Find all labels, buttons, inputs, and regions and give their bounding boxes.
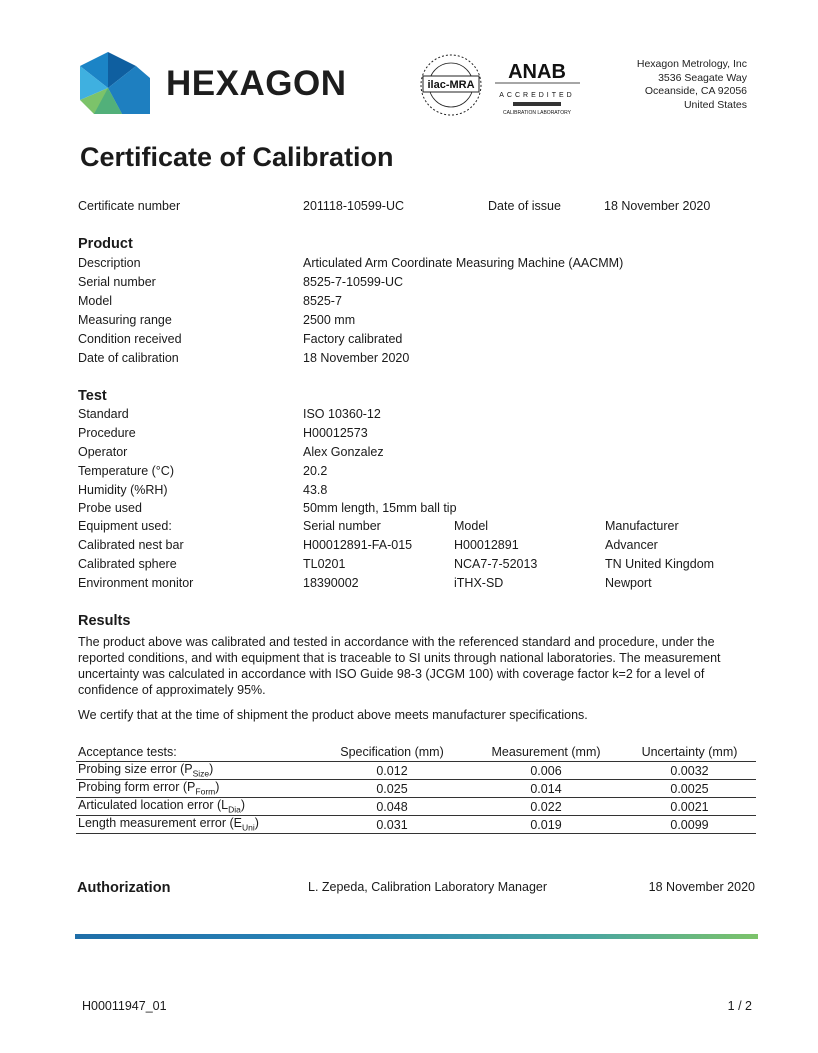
equipment-label: Calibrated sphere	[78, 557, 177, 571]
uncertainty-cell: 0.0032	[623, 762, 756, 780]
product-value: 18 November 2020	[303, 351, 410, 365]
measurement-cell: 0.022	[469, 798, 623, 816]
column-header: Measurement (mm)	[469, 744, 623, 762]
test-label: Probe used	[78, 501, 142, 515]
product-value: Factory calibrated	[303, 332, 403, 346]
test-label: Operator	[78, 445, 128, 459]
measurement-cell: 0.014	[469, 780, 623, 798]
test-label: Standard	[78, 407, 129, 421]
page-title: Certificate of Calibration	[80, 142, 394, 172]
results-paragraph: The product above was calibrated and tested in accordance with the referenced standard and procedure, under the reported conditions, and with equipment that is traceable to SI units through national laboratories. The measurement uncertainty was calculated in accordance with ISO Guide 98-3 (JCGM 100) with coverage factor k=2 for a level of confidence of approximately 95%.	[78, 635, 721, 697]
certificate-number: 201118-10599-UC	[303, 199, 404, 213]
address-line: United States	[683, 98, 747, 111]
equipment-manufacturer: Newport	[605, 576, 652, 590]
equipment-serial: H00012891-FA-015	[303, 538, 413, 552]
specification-cell: 0.012	[315, 762, 469, 780]
product-value: 8525-7	[303, 294, 342, 308]
accreditation-seal-logo	[415, 52, 585, 118]
test-name: Articulated location error $(L_{Dia})$	[76, 798, 315, 816]
column-header: Acceptance tests:	[76, 744, 315, 762]
hexagon-wordmark: HEXAGON	[166, 64, 347, 103]
equipment-model: H00012891	[454, 538, 519, 552]
column-header: Specification (mm)	[315, 744, 469, 762]
product-heading: Product	[78, 236, 133, 252]
equipment-serial: TL0201	[303, 557, 346, 571]
product-label: Serial number	[78, 275, 156, 289]
equipment-serial: 18390002	[303, 576, 359, 590]
uncertainty-cell: 0.0021	[623, 798, 756, 816]
test-value: H00012573	[303, 426, 368, 440]
address-line: 3536 Seagate Way	[658, 71, 747, 84]
product-value: 2500 mm	[303, 313, 356, 327]
hexagon-logo-icon	[78, 48, 152, 118]
specification-cell: 0.048	[315, 798, 469, 816]
table-row	[76, 816, 756, 834]
uncertainty-cell: 0.0099	[623, 816, 756, 834]
test-heading: Test	[78, 388, 107, 404]
document-id: H00011947_01	[82, 999, 167, 1013]
equipment-model: iTHX-SD	[454, 576, 504, 590]
results-heading: Results	[78, 613, 131, 629]
certification-statement: We certify that at the time of shipment the product above meets manufacturer specifications.	[78, 708, 588, 722]
product-value: 8525-7-10599-UC	[303, 275, 404, 289]
equipment-manufacturer: Advancer	[605, 538, 658, 552]
equipment-label: Environment monitor	[78, 576, 194, 590]
svg-text:CALIBRATION LABORATORY: CALIBRATION LABORATORY	[503, 110, 571, 116]
test-name: Probing size error $(P_{Size})$	[76, 762, 315, 780]
product-label: Measuring range	[78, 313, 172, 327]
equipment-header-model: Model	[454, 519, 489, 533]
equipment-label: Calibrated nest bar	[78, 538, 184, 552]
address-line: Hexagon Metrology, Inc	[636, 58, 747, 70]
company-address	[637, 58, 747, 112]
equipment-header-manufacturer: Manufacturer	[605, 519, 679, 533]
test-name: Length measurement error $(E_{Uni})$	[76, 816, 315, 834]
specification-cell: 0.031	[315, 816, 469, 834]
acceptance-table	[76, 744, 756, 834]
svg-text:ilac-MRA: ilac-MRA	[427, 79, 475, 91]
authorization-heading: Authorization	[77, 880, 171, 896]
certificate-number-label: Certificate number	[78, 199, 181, 213]
issue-date: 18 November 2020	[604, 199, 711, 213]
test-label: Temperature (°C)	[78, 464, 174, 478]
test-label: Humidity (%RH)	[78, 483, 168, 497]
table-row	[76, 780, 756, 798]
measurement-cell: 0.006	[469, 762, 623, 780]
specification-cell: 0.025	[315, 780, 469, 798]
product-label: Model	[78, 294, 113, 308]
table-row	[76, 798, 756, 816]
authorization-date: 18 November 2020	[648, 880, 755, 894]
equipment-header-serial: Serial number	[303, 519, 381, 533]
test-value: Alex Gonzalez	[303, 445, 384, 459]
test-value: 20.2	[303, 464, 328, 478]
issue-date-label: Date of issue	[488, 199, 561, 213]
page-number: 1 / 2	[727, 999, 752, 1013]
table-header-row	[76, 744, 756, 762]
svg-text:ANAB: ANAB	[508, 61, 566, 83]
address-line: Oceanside, CA 92056	[644, 85, 747, 97]
test-value: 50mm length, 15mm ball tip	[303, 501, 457, 515]
equipment-header-label: Equipment used:	[78, 519, 172, 533]
equipment-manufacturer: TN United Kingdom	[605, 557, 715, 571]
product-label: Condition received	[78, 332, 182, 346]
equipment-model: NCA7-7-52013	[454, 557, 538, 571]
footer-divider	[75, 934, 758, 939]
measurement-cell: 0.019	[469, 816, 623, 834]
product-label: Date of calibration	[78, 351, 179, 365]
test-value: ISO 10360-12	[303, 407, 381, 421]
authorization-signer: L. Zepeda, Calibration Laboratory Manager	[308, 880, 548, 894]
product-label: Description	[78, 256, 141, 270]
product-value: Articulated Arm Coordinate Measuring Machine (AACMM)	[303, 256, 624, 270]
uncertainty-cell: 0.0025	[623, 780, 756, 798]
test-value: 43.8	[303, 483, 328, 497]
test-name: Probing form error $(P_{Form})$	[76, 780, 315, 798]
table-row	[76, 762, 756, 780]
test-label: Procedure	[78, 426, 136, 440]
svg-text:ACCREDITED: ACCREDITED	[499, 92, 575, 99]
column-header: Uncertainty (mm)	[623, 744, 756, 762]
